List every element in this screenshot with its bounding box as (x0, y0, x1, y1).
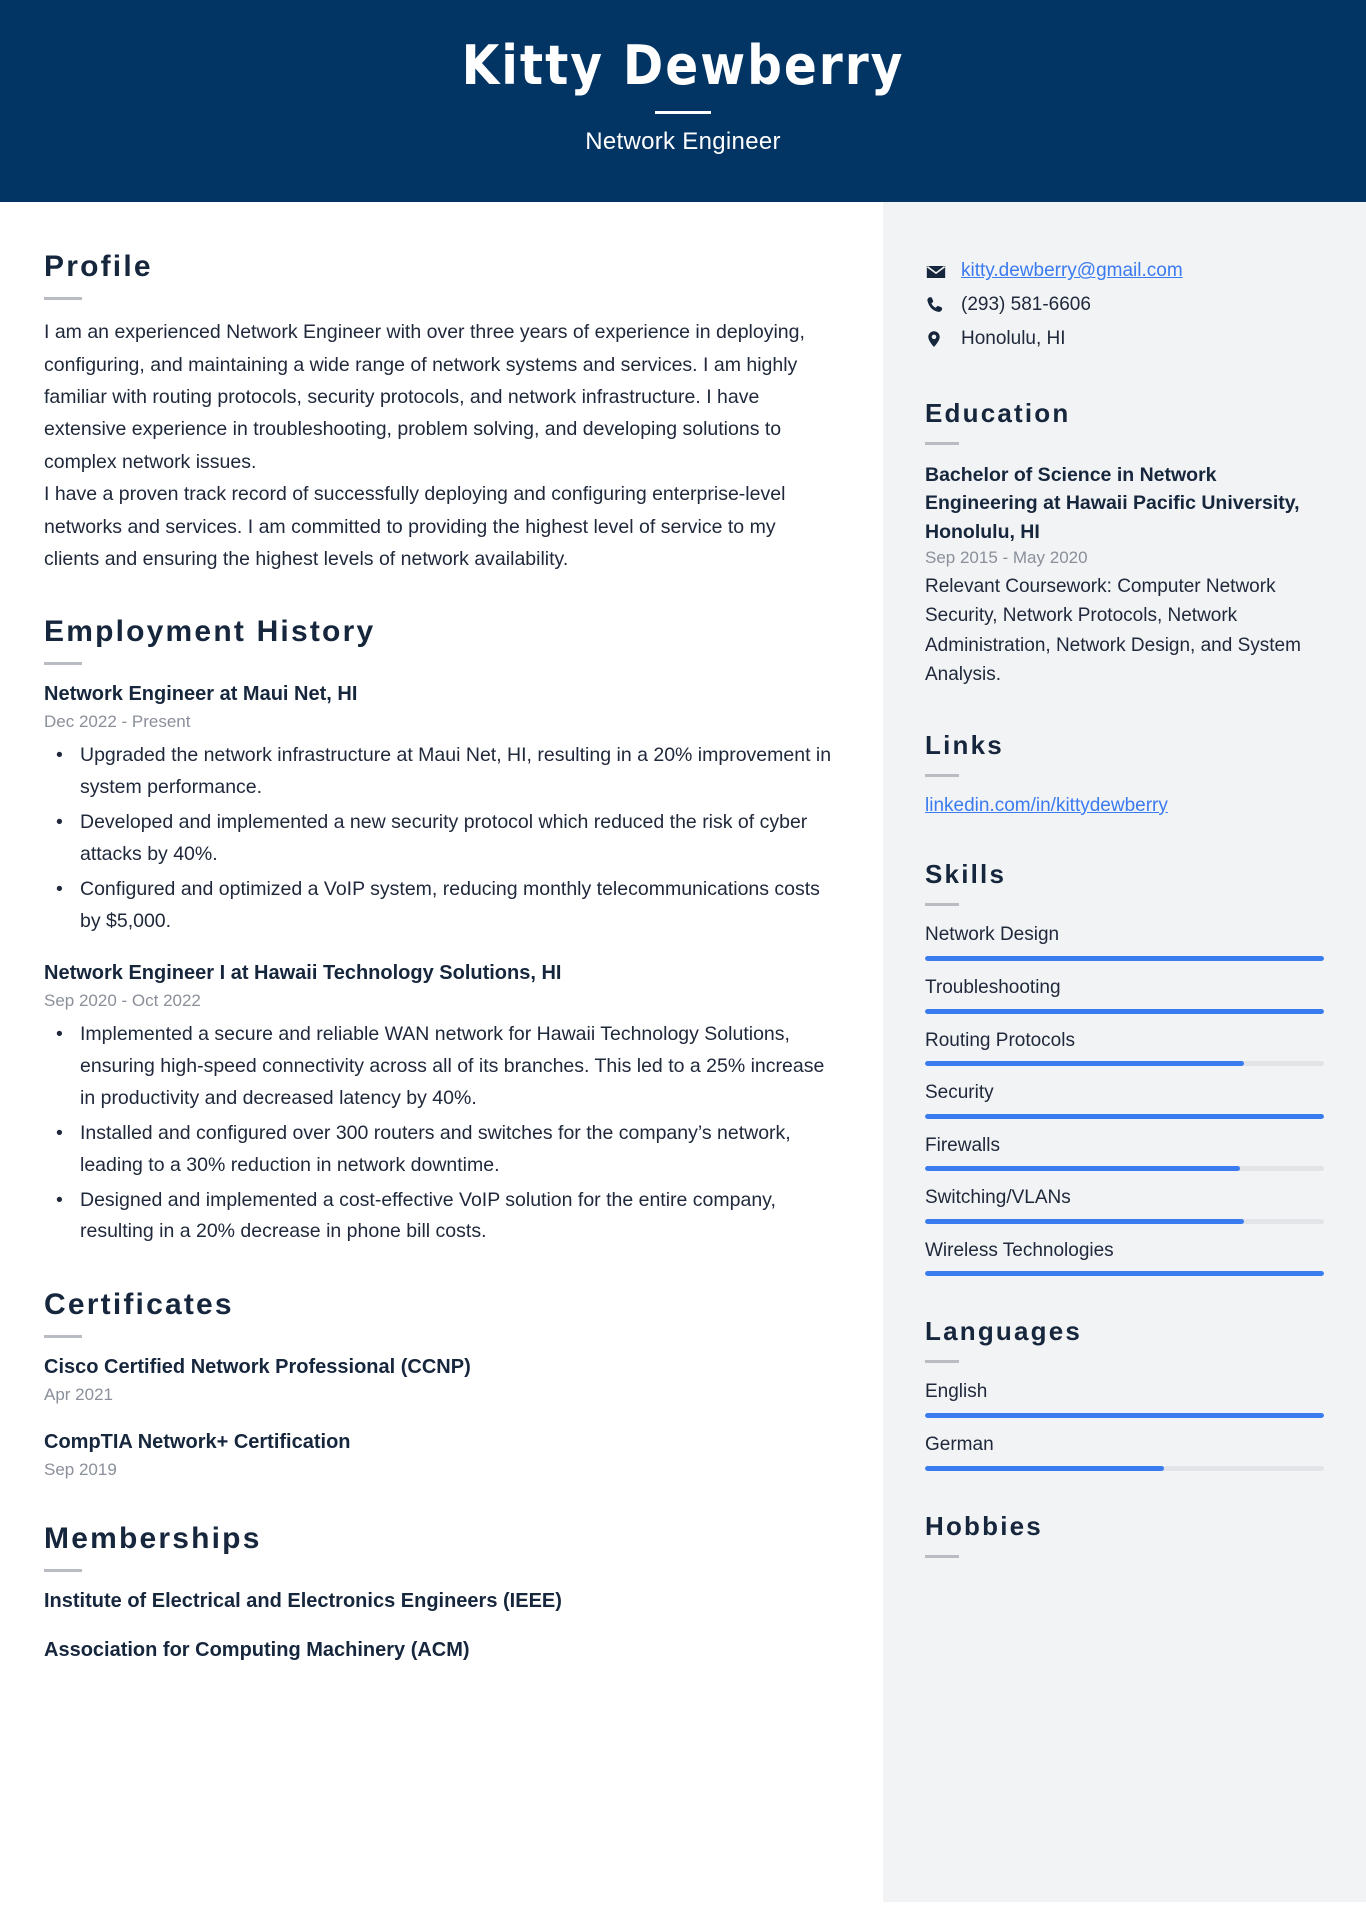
section-divider (925, 442, 959, 445)
language-bar-track (925, 1466, 1324, 1471)
main-column (0, 202, 883, 1902)
skill-item (925, 1080, 1324, 1119)
skill-bar-track (925, 1114, 1324, 1119)
employment-section (44, 615, 835, 1248)
certificates-heading: Certificates (44, 1288, 234, 1322)
links-list (925, 793, 1324, 820)
bullet-item: • Developed and implemented a new security protocol which reduced the risk of cyber attacks by 40%. (76, 807, 835, 871)
bullet-item: • Designed and implemented a cost-effective VoIP solution for the entire company, resulting in a 20% decrease in phone bill costs. (76, 1185, 835, 1249)
skill-label: Troubleshooting (925, 976, 1061, 998)
language-bar-fill (925, 1466, 1164, 1471)
skill-label: Routing Protocols (925, 1029, 1075, 1051)
skill-bar-fill (925, 1061, 1244, 1066)
section-divider (925, 1360, 959, 1363)
section-divider (44, 1569, 82, 1572)
job-bullets (44, 740, 835, 938)
languages-list (925, 1379, 1324, 1470)
skill-item (925, 922, 1324, 961)
membership-title: Association for Computing Machinery (ACM) (44, 1639, 470, 1662)
candidate-name: Kitty Dewberry (461, 34, 905, 97)
skill-label: Switching/VLANs (925, 1187, 1071, 1209)
skill-bar-track (925, 1166, 1324, 1171)
skill-bar-fill (925, 1271, 1324, 1276)
envelope-icon (925, 261, 951, 283)
employment-entry (44, 960, 835, 1249)
skill-item (925, 975, 1324, 1014)
employment-heading: Employment History (44, 615, 376, 649)
memberships-heading: Memberships (44, 1522, 262, 1556)
profile-text: I am an experienced Network Engineer with over three years of experience in deploying, configuring, and maintaining a wide range of network systems and services. I am highly familiar with routing protocols, security protocols, and network infrastructure. I have extensive experience in troubleshooting, problem solving, and developing solutions to complex network issues. I have a proven track record of successfully deploying and configuring enterprise-level networks and services. I am committed to providing the highest level of service to my clients and ensuring the highest levels of network availability. (44, 321, 805, 570)
education-heading: Education (925, 398, 1071, 429)
email-link[interactable]: kitty.dewberry@gmail.com (961, 260, 1183, 282)
profile-section (44, 250, 835, 575)
skills-section (925, 859, 1324, 1276)
language-label: German (925, 1434, 994, 1456)
candidate-job-title: Network Engineer (585, 128, 781, 156)
languages-section (925, 1316, 1324, 1470)
location-pin-icon (925, 328, 951, 350)
skill-bar-track (925, 1009, 1324, 1014)
contact-row (925, 258, 1324, 285)
contact-text (961, 258, 1183, 285)
skill-bar-fill (925, 1114, 1324, 1119)
skill-item (925, 1028, 1324, 1067)
resume-body (0, 202, 1366, 1902)
memberships-section (44, 1522, 835, 1664)
contact-text: Honolulu, HI (961, 327, 1066, 349)
contact-block (925, 258, 1324, 352)
degree-date: Sep 2015 - May 2020 (925, 547, 1088, 567)
education-section (925, 398, 1324, 690)
employment-list (44, 681, 835, 1248)
certificate-date: Apr 2021 (44, 1385, 113, 1405)
skill-bar-track (925, 1219, 1324, 1224)
section-divider (925, 903, 959, 906)
skill-bar-fill (925, 1166, 1240, 1171)
skill-label: Network Design (925, 924, 1060, 946)
language-item (925, 1432, 1324, 1471)
languages-heading: Languages (925, 1316, 1083, 1347)
job-bullets (44, 1019, 835, 1249)
job-date: Dec 2022 - Present (44, 712, 191, 732)
skill-label: Firewalls (925, 1134, 1000, 1156)
profile-link[interactable]: linkedin.com/in/kittydewberry (925, 794, 1168, 816)
bullet-item: • Implemented a secure and reliable WAN network for Hawaii Technology Solutions, ensuring high-speed connectivity across all of its branches. This led to a 25% increase in productivity and decreased latency by 40%. (76, 1019, 835, 1115)
bullet-item: • Upgraded the network infrastructure at Maui Net, HI, resulting in a 20% improvement in system performance. (76, 740, 835, 804)
phone-icon (925, 295, 951, 315)
section-divider (44, 297, 82, 300)
language-bar-fill (925, 1413, 1324, 1418)
contact-row (925, 326, 1324, 353)
bullet-item: • Installed and configured over 300 routers and switches for the company’s network, leading to a 30% reduction in network downtime. (76, 1118, 835, 1182)
education-entry (925, 461, 1324, 690)
degree-description: Relevant Coursework: Computer Network Security, Network Protocols, Network Administration, Network Design, and System Analysis. (925, 575, 1301, 686)
profile-heading: Profile (44, 250, 153, 284)
membership-entry (44, 1637, 835, 1664)
sidebar-column (883, 202, 1366, 1902)
job-date: Sep 2020 - Oct 2022 (44, 990, 201, 1010)
language-label: English (925, 1381, 988, 1403)
skills-heading: Skills (925, 859, 1007, 890)
job-title: Network Engineer at Maui Net, HI (44, 683, 358, 706)
job-title: Network Engineer I at Hawaii Technology Solutions, HI (44, 961, 562, 984)
certificates-list (44, 1354, 835, 1482)
certificate-title: CompTIA Network+ Certification (44, 1431, 351, 1454)
certificate-title: Cisco Certified Network Professional (CCNP) (44, 1356, 471, 1379)
contact-text: (293) 581-6606 (961, 293, 1091, 315)
certificate-date: Sep 2019 (44, 1460, 117, 1480)
degree-title: Bachelor of Science in Network Engineering at Hawaii Pacific University, Honolulu, HI (925, 464, 1300, 543)
section-divider (44, 1335, 82, 1338)
employment-entry (44, 681, 835, 938)
section-divider (925, 1555, 959, 1558)
education-list (925, 461, 1324, 690)
skill-bar-track (925, 1271, 1324, 1276)
hobbies-heading: Hobbies (925, 1510, 1043, 1541)
resume-header (0, 0, 1366, 202)
skill-item (925, 1185, 1324, 1224)
skill-item (925, 1238, 1324, 1277)
link-row (925, 793, 1324, 820)
memberships-list (44, 1588, 835, 1664)
certificate-entry (44, 1354, 835, 1407)
language-item (925, 1379, 1324, 1418)
skill-label: Security (925, 1082, 994, 1104)
hobbies-section (925, 1511, 1324, 1558)
section-divider (925, 774, 959, 777)
skills-list (925, 922, 1324, 1276)
section-divider (44, 662, 82, 665)
skill-bar-fill (925, 1219, 1244, 1224)
skill-bar-fill (925, 1009, 1324, 1014)
bullet-item: • Configured and optimized a VoIP system, reducing monthly telecommunications costs by $5,000. (76, 874, 835, 938)
links-section (925, 730, 1324, 820)
contact-row (925, 292, 1324, 319)
skill-item (925, 1133, 1324, 1172)
certificates-section (44, 1288, 835, 1482)
skill-bar-track (925, 1061, 1324, 1066)
skill-bar-fill (925, 956, 1324, 961)
links-heading: Links (925, 729, 1004, 760)
skill-bar-track (925, 956, 1324, 961)
certificate-entry (44, 1429, 835, 1482)
header-divider (655, 111, 711, 114)
membership-title: Institute of Electrical and Electronics Engineers (IEEE) (44, 1590, 562, 1613)
skill-label: Wireless Technologies (925, 1239, 1114, 1261)
language-bar-track (925, 1413, 1324, 1418)
membership-entry (44, 1588, 835, 1615)
